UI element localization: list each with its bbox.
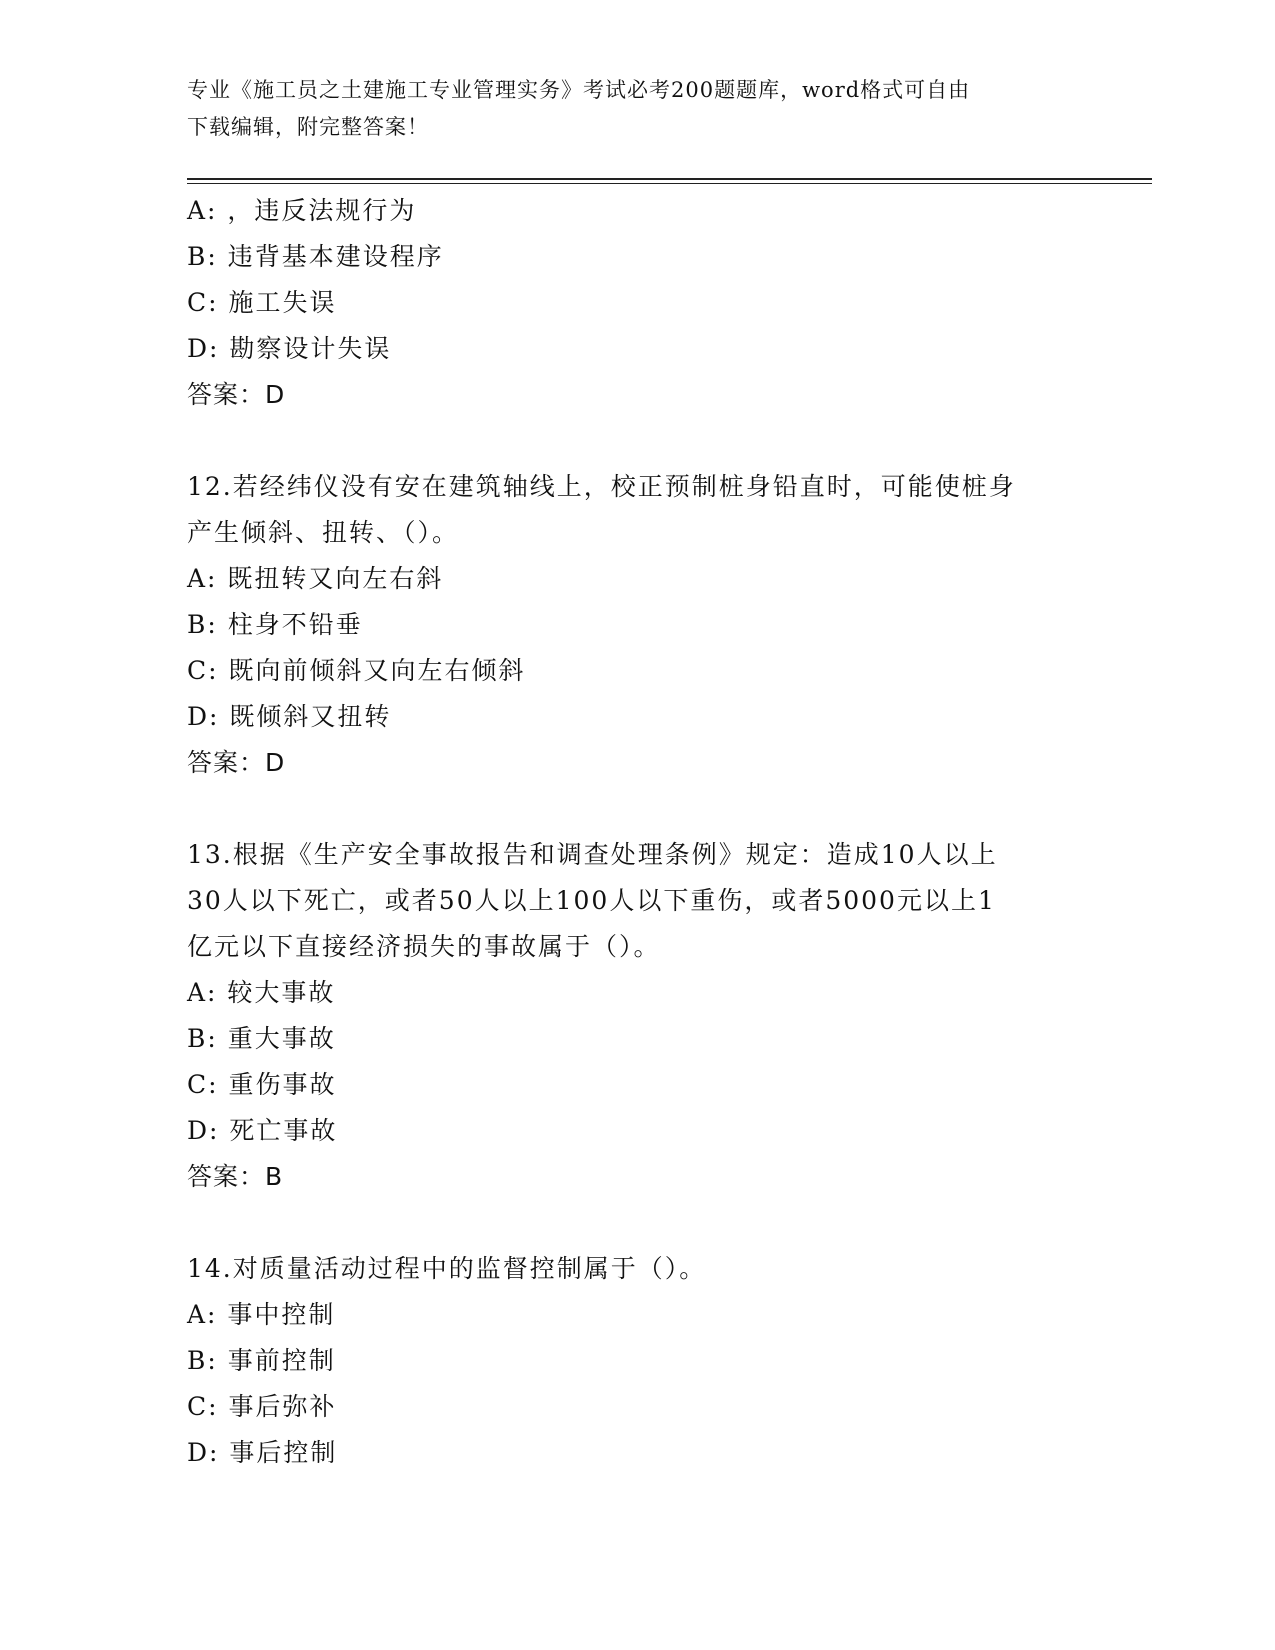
- option-c: C: 事后弥补: [187, 1392, 337, 1421]
- option-a: A: 事中控制: [187, 1300, 336, 1329]
- question-list: [187, 188, 1152, 1476]
- question-stem-line: 产生倾斜、扭转、（）。: [187, 518, 460, 547]
- header-rule-thin: [187, 183, 1152, 184]
- header-line-2: 下载编辑，附完整答案！: [187, 115, 429, 139]
- option-b: B: 重大事故: [187, 1024, 336, 1053]
- option-b: B: 事前控制: [187, 1346, 336, 1375]
- option-c: C: 既向前倾斜又向左右倾斜: [187, 656, 526, 685]
- question-block: [187, 832, 1152, 1200]
- option-d: D: 既倾斜又扭转: [187, 702, 392, 731]
- option-c: C: 重伤事故: [187, 1070, 337, 1099]
- option-a: A: 较大事故: [187, 978, 336, 1007]
- option-d: D: 勘察设计失误: [187, 334, 392, 363]
- option-c: C: 施工失误: [187, 288, 337, 317]
- option-d: D: 死亡事故: [187, 1116, 338, 1145]
- answer-line: 答案：D: [187, 748, 286, 777]
- option-b: B: 柱身不铅垂: [187, 610, 363, 639]
- question-block: [187, 188, 1152, 418]
- option-d: D: 事后控制: [187, 1438, 338, 1467]
- question-stem-line: 12.若经纬仪没有安在建筑轴线上，校正预制桩身铅直时，可能使桩身: [187, 472, 1016, 501]
- answer-line: 答案：B: [187, 1162, 284, 1191]
- option-a: A: ，违反法规行为: [187, 196, 417, 225]
- option-b: B: 违背基本建设程序: [187, 242, 444, 271]
- document-header: [187, 72, 1087, 146]
- question-stem-line: 13.根据《生产安全事故报告和调查处理条例》规定：造成10人以上: [187, 840, 998, 869]
- question-stem-line: 亿元以下直接经济损失的事故属于（）。: [187, 932, 661, 961]
- header-rule-thick: [187, 178, 1152, 180]
- option-a: A: 既扭转又向左右斜: [187, 564, 444, 593]
- answer-line: 答案：D: [187, 380, 286, 409]
- header-line-1: 专业《施工员之土建施工专业管理实务》考试必考200题题库，word格式可自由: [187, 78, 971, 102]
- question-stem-line: 14.对质量活动过程中的监督控制属于（）。: [187, 1254, 707, 1283]
- question-stem-line: 30人以下死亡，或者50人以上100人以下重伤，或者5000元以上1: [187, 886, 996, 915]
- question-block: [187, 464, 1152, 786]
- question-block: [187, 1246, 1152, 1476]
